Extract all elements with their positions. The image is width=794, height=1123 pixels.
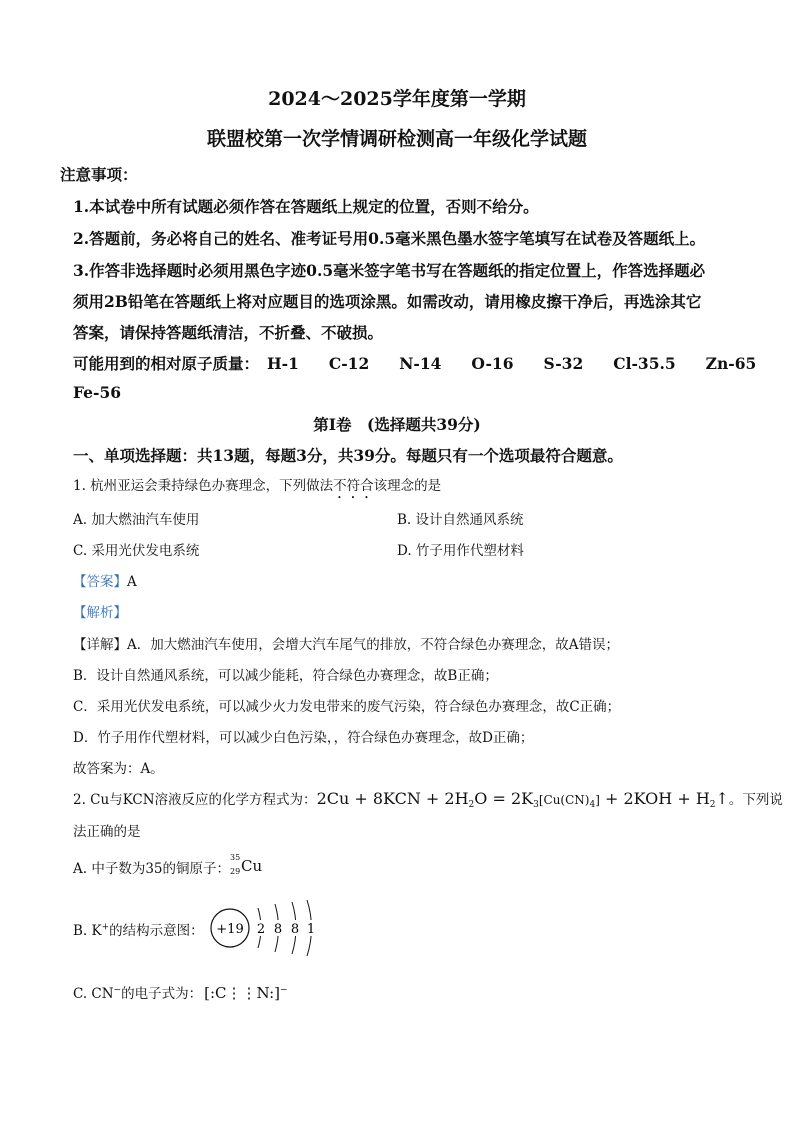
exam-title-line2: 联盟校第一次学情调研检测高一年级化学试题 [206,128,587,150]
atomic-mass-label: 可能用到的相对原子质量： [73,354,260,373]
answer-tag: 【答案】 [73,574,127,590]
q1-explanation-2: B．设计自然通风系统，可以减少能耗，符合绿色办赛理念，故B正确； [73,668,498,684]
q1-option-a: A. 加大燃油汽车使用 [73,512,200,528]
q1-conclusion: 故答案为：A。 [73,761,164,777]
reaction-equation: $2Cu + 8KCN + 2H_2O = 2K_3[Cu(CN)_4] + 2KOH$ + $H_2↑$ [316,789,729,810]
mass-item: H-1 [267,354,299,373]
shell-3-count: 8 [290,922,300,937]
mass-item: N-14 [399,354,442,373]
notes-heading: 注意事项： [60,165,138,184]
q2-stem-cont: 法正确的是 [73,824,141,840]
q2-option-c: C. CN−的电子式为： [:C⋮⋮N:]− [73,984,288,1002]
q2-stem: 2. Cu与KCN溶液反应的化学方程式为：$2Cu + 8KCN + 2H_2O = 2K_3[Cu(CN)_4] + 2KOH$ + $H_2↑$。下列说 [73,789,783,810]
q1-option-d: D. 竹子用作代塑材料 [397,543,524,559]
q1-explanation-3: C．采用光伏发电系统，可以减少火力发电带来的废气污染，符合绿色办赛理念，故C正确； [73,699,621,715]
copper-isotope-symbol: 35 29 Cu [230,853,263,876]
q2-option-b: B. K+的结构示意图： [73,922,204,939]
mass-item: S-32 [543,354,584,373]
q1-explanation-1: 【详解】A．加大燃油汽车使用，会增大汽车尾气的排放，不符合绿色办赛理念，故A错误； [73,637,619,653]
note-3-line1: 3.作答非选择题时必须用黑色字迹0.5毫米签字笔书写在答题纸的指定位置上，作答选择题必 [73,261,706,280]
q2-option-a: A. 中子数为35的铜原子： 35 29 Cu [73,853,263,877]
note-3-line2: 须用2B铅笔在答题纸上将对应题目的选项涂黑。如需改动，请用橡皮擦干净后，再选涂其它 [73,292,702,311]
nucleus-charge: +19 [216,922,244,937]
q1-option-c: C. 采用光伏发电系统 [73,543,200,559]
q1-analysis-tag: 【解析】 [73,605,127,621]
cyanide-electron-formula: [:C⋮⋮N:] [204,984,281,1002]
mass-item: Cl-35.5 [613,354,676,373]
section-heading: 一、单项选择题：共13题，每题3分，共39分。每题只有一个选项最符合题意。 [73,446,623,465]
atomic-mass-line [73,352,786,374]
mass-item: O-16 [471,354,514,373]
note-2: 2.答题前，务必将自己的姓名、准考证号用0.5毫米黑色墨水签字笔填写在试卷及答题纸上。 [73,229,706,248]
part-heading: 第Ⅰ卷 (选择题共39分) [313,415,481,434]
q1-explanation-4: D．竹子用作代塑材料，可以减少白色污染，，符合绿色办赛理念，故D正确； [73,730,534,746]
shell-1-count: 2 [256,922,266,937]
atomic-mass-last: Fe-56 [73,383,122,402]
q1-option-b: B. 设计自然通风系统 [397,512,524,528]
mass-item: Zn-65 [705,354,757,373]
detail-tag: 【详解】 [73,637,127,653]
shell-2-count: 8 [273,922,283,937]
k-ion-structure-diagram [206,898,324,956]
shell-4-count: 1 [306,922,316,937]
q1-answer: 【答案】A [73,574,137,590]
exam-title-line1: 2024～2025学年度第一学期 [268,88,526,110]
mass-item: C-12 [328,354,370,373]
note-3-line3: 答案，请保持答题纸清洁，不折叠、不破损。 [73,323,384,342]
note-1: 1.本试卷中所有试题必须作答在答题纸上规定的位置，否则不给分。 [73,197,539,216]
q1-stem: 1. 杭州亚运会秉持绿色办赛理念，下列做法不符合该理念的是 [73,478,442,494]
q1-emphasis: 不符合 [333,478,374,494]
